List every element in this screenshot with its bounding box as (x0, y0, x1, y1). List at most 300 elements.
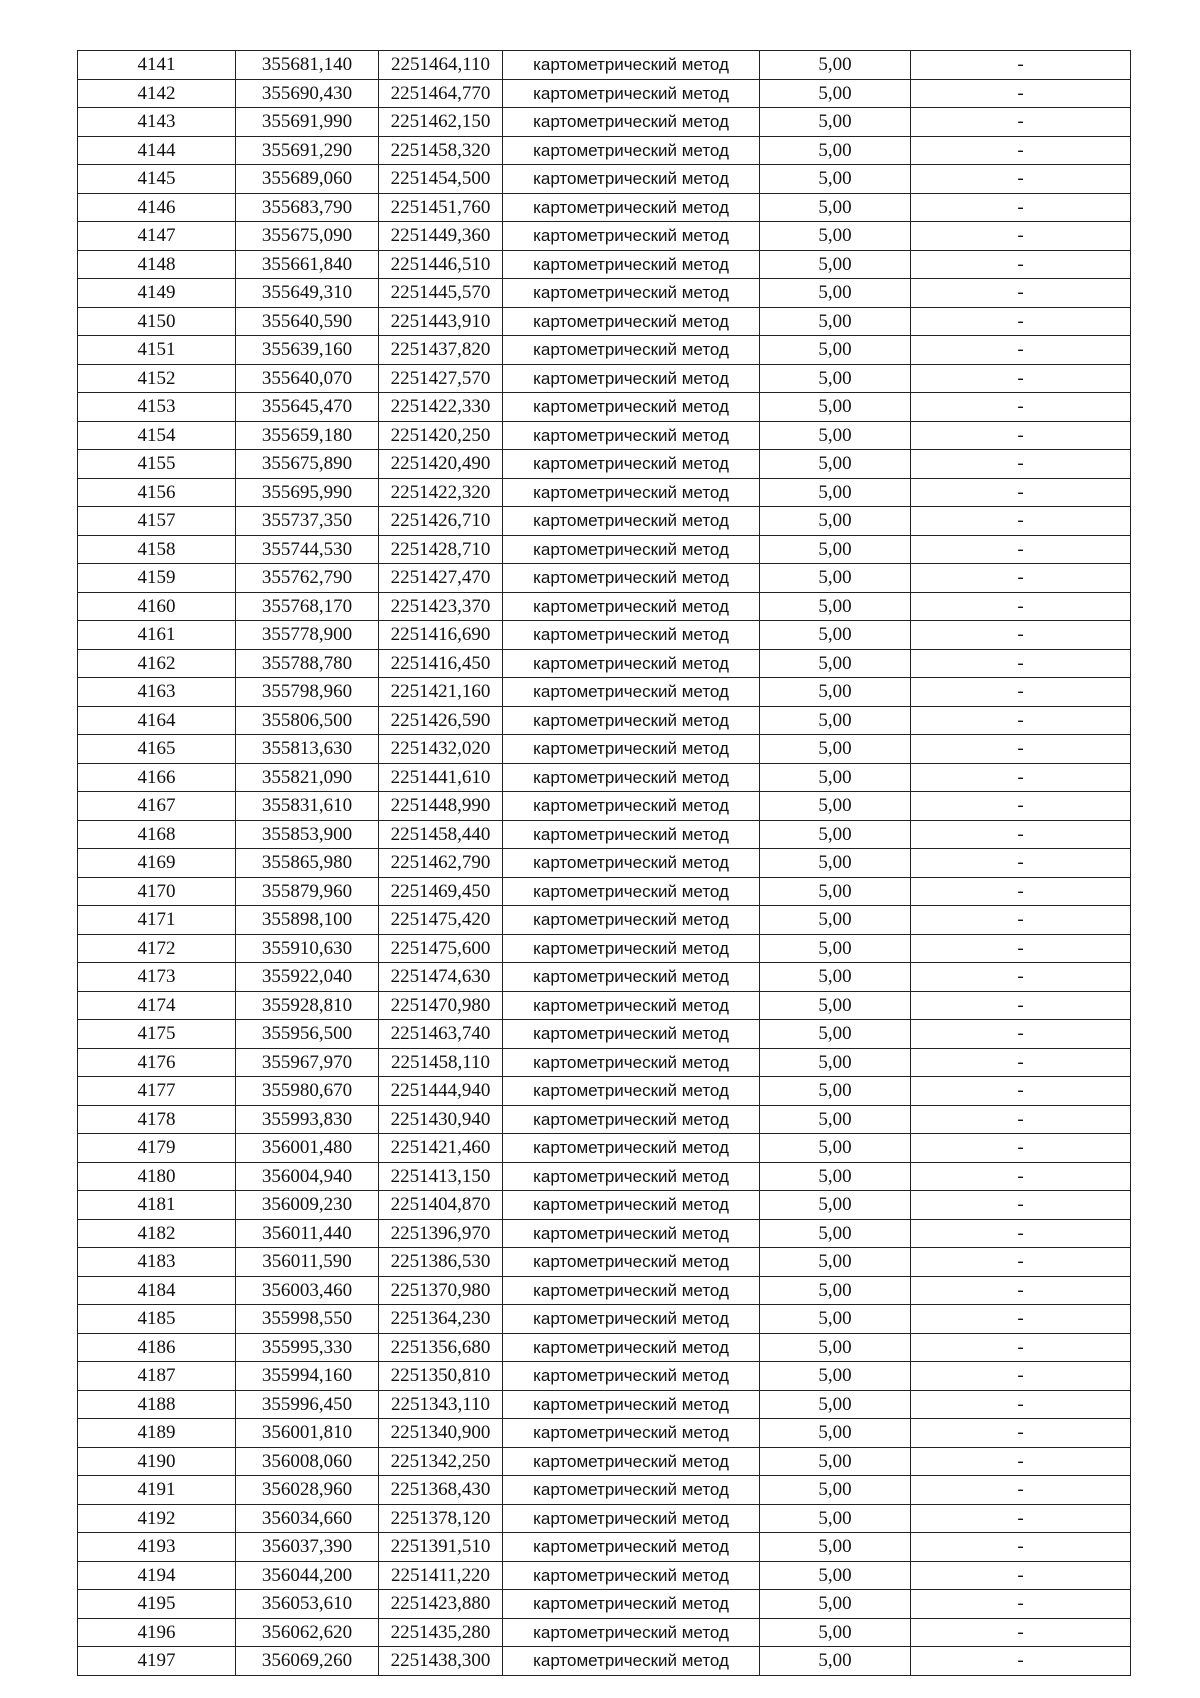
point-number-cell: 4185 (78, 1305, 236, 1334)
note-cell: - (911, 792, 1131, 821)
x-coordinate-cell: 356001,810 (236, 1419, 379, 1448)
x-coordinate-cell: 355798,960 (236, 678, 379, 707)
x-coordinate-cell: 356003,460 (236, 1276, 379, 1305)
note-cell: - (911, 735, 1131, 764)
note-cell: - (911, 478, 1131, 507)
y-coordinate-cell: 2251458,440 (379, 820, 503, 849)
accuracy-cell: 5,00 (760, 649, 911, 678)
note-cell: - (911, 450, 1131, 479)
method-cell: картометрический метод (503, 564, 760, 593)
y-coordinate-cell: 2251462,790 (379, 849, 503, 878)
y-coordinate-cell: 2251350,810 (379, 1362, 503, 1391)
accuracy-cell: 5,00 (760, 877, 911, 906)
y-coordinate-cell: 2251342,250 (379, 1447, 503, 1476)
table-row (78, 1219, 1131, 1248)
accuracy-cell: 5,00 (760, 678, 911, 707)
x-coordinate-cell: 355762,790 (236, 564, 379, 593)
x-coordinate-cell: 355768,170 (236, 592, 379, 621)
note-cell: - (911, 678, 1131, 707)
point-number-cell: 4156 (78, 478, 236, 507)
point-number-cell: 4189 (78, 1419, 236, 1448)
note-cell: - (911, 507, 1131, 536)
note-cell: - (911, 621, 1131, 650)
table-row (78, 820, 1131, 849)
y-coordinate-cell: 2251432,020 (379, 735, 503, 764)
method-cell: картометрический метод (503, 307, 760, 336)
y-coordinate-cell: 2251420,490 (379, 450, 503, 479)
accuracy-cell: 5,00 (760, 763, 911, 792)
point-number-cell: 4178 (78, 1105, 236, 1134)
method-cell: картометрический метод (503, 1533, 760, 1562)
table-row (78, 1077, 1131, 1106)
point-number-cell: 4160 (78, 592, 236, 621)
point-number-cell: 4180 (78, 1162, 236, 1191)
method-cell: картометрический метод (503, 735, 760, 764)
point-number-cell: 4159 (78, 564, 236, 593)
y-coordinate-cell: 2251448,990 (379, 792, 503, 821)
point-number-cell: 4146 (78, 193, 236, 222)
y-coordinate-cell: 2251438,300 (379, 1647, 503, 1676)
y-coordinate-cell: 2251475,420 (379, 906, 503, 935)
table-row (78, 1248, 1131, 1277)
y-coordinate-cell: 2251396,970 (379, 1219, 503, 1248)
method-cell: картометрический метод (503, 991, 760, 1020)
y-coordinate-cell: 2251428,710 (379, 535, 503, 564)
y-coordinate-cell: 2251443,910 (379, 307, 503, 336)
y-coordinate-cell: 2251445,570 (379, 279, 503, 308)
table-row (78, 1048, 1131, 1077)
method-cell: картометрический метод (503, 1134, 760, 1163)
table-row (78, 1561, 1131, 1590)
y-coordinate-cell: 2251444,940 (379, 1077, 503, 1106)
y-coordinate-cell: 2251464,770 (379, 79, 503, 108)
accuracy-cell: 5,00 (760, 393, 911, 422)
method-cell: картометрический метод (503, 1162, 760, 1191)
x-coordinate-cell: 355639,160 (236, 336, 379, 365)
accuracy-cell: 5,00 (760, 250, 911, 279)
point-number-cell: 4195 (78, 1590, 236, 1619)
note-cell: - (911, 279, 1131, 308)
y-coordinate-cell: 2251391,510 (379, 1533, 503, 1562)
y-coordinate-cell: 2251370,980 (379, 1276, 503, 1305)
y-coordinate-cell: 2251356,680 (379, 1333, 503, 1362)
point-number-cell: 4163 (78, 678, 236, 707)
table-row (78, 678, 1131, 707)
point-number-cell: 4170 (78, 877, 236, 906)
point-number-cell: 4192 (78, 1504, 236, 1533)
y-coordinate-cell: 2251378,120 (379, 1504, 503, 1533)
method-cell: картометрический метод (503, 792, 760, 821)
accuracy-cell: 5,00 (760, 1077, 911, 1106)
method-cell: картометрический метод (503, 165, 760, 194)
note-cell: - (911, 1561, 1131, 1590)
table-row (78, 535, 1131, 564)
method-cell: картометрический метод (503, 963, 760, 992)
accuracy-cell: 5,00 (760, 1105, 911, 1134)
accuracy-cell: 5,00 (760, 1162, 911, 1191)
method-cell: картометрический метод (503, 906, 760, 935)
x-coordinate-cell: 355683,790 (236, 193, 379, 222)
method-cell: картометрический метод (503, 1305, 760, 1334)
x-coordinate-cell: 355675,890 (236, 450, 379, 479)
x-coordinate-cell: 355689,060 (236, 165, 379, 194)
table-row (78, 1305, 1131, 1334)
table-row (78, 1647, 1131, 1676)
accuracy-cell: 5,00 (760, 1447, 911, 1476)
table-row (78, 79, 1131, 108)
note-cell: - (911, 706, 1131, 735)
table-row (78, 507, 1131, 536)
accuracy-cell: 5,00 (760, 1476, 911, 1505)
x-coordinate-cell: 355910,630 (236, 934, 379, 963)
note-cell: - (911, 1533, 1131, 1562)
x-coordinate-cell: 355690,430 (236, 79, 379, 108)
accuracy-cell: 5,00 (760, 1590, 911, 1619)
note-cell: - (911, 1276, 1131, 1305)
x-coordinate-cell: 355675,090 (236, 222, 379, 251)
accuracy-cell: 5,00 (760, 621, 911, 650)
method-cell: картометрический метод (503, 1618, 760, 1647)
point-number-cell: 4194 (78, 1561, 236, 1590)
note-cell: - (911, 1077, 1131, 1106)
note-cell: - (911, 1362, 1131, 1391)
table-row (78, 963, 1131, 992)
y-coordinate-cell: 2251421,460 (379, 1134, 503, 1163)
y-coordinate-cell: 2251454,500 (379, 165, 503, 194)
accuracy-cell: 5,00 (760, 792, 911, 821)
method-cell: картометрический метод (503, 393, 760, 422)
note-cell: - (911, 592, 1131, 621)
method-cell: картометрический метод (503, 1219, 760, 1248)
x-coordinate-cell: 355996,450 (236, 1390, 379, 1419)
note-cell: - (911, 1305, 1131, 1334)
method-cell: картометрический метод (503, 1191, 760, 1220)
y-coordinate-cell: 2251464,110 (379, 51, 503, 80)
point-number-cell: 4172 (78, 934, 236, 963)
coordinate-table-body (78, 51, 1131, 1676)
table-row (78, 364, 1131, 393)
y-coordinate-cell: 2251470,980 (379, 991, 503, 1020)
table-row (78, 1447, 1131, 1476)
accuracy-cell: 5,00 (760, 336, 911, 365)
x-coordinate-cell: 356053,610 (236, 1590, 379, 1619)
accuracy-cell: 5,00 (760, 1333, 911, 1362)
note-cell: - (911, 307, 1131, 336)
table-row (78, 1476, 1131, 1505)
note-cell: - (911, 934, 1131, 963)
y-coordinate-cell: 2251340,900 (379, 1419, 503, 1448)
point-number-cell: 4148 (78, 250, 236, 279)
x-coordinate-cell: 355831,610 (236, 792, 379, 821)
table-row (78, 592, 1131, 621)
y-coordinate-cell: 2251435,280 (379, 1618, 503, 1647)
y-coordinate-cell: 2251423,370 (379, 592, 503, 621)
x-coordinate-cell: 355737,350 (236, 507, 379, 536)
note-cell: - (911, 1647, 1131, 1676)
method-cell: картометрический метод (503, 621, 760, 650)
point-number-cell: 4165 (78, 735, 236, 764)
note-cell: - (911, 136, 1131, 165)
x-coordinate-cell: 355865,980 (236, 849, 379, 878)
accuracy-cell: 5,00 (760, 592, 911, 621)
table-row (78, 1590, 1131, 1619)
y-coordinate-cell: 2251413,150 (379, 1162, 503, 1191)
x-coordinate-cell: 355806,500 (236, 706, 379, 735)
point-number-cell: 4197 (78, 1647, 236, 1676)
table-row (78, 250, 1131, 279)
x-coordinate-cell: 355691,290 (236, 136, 379, 165)
y-coordinate-cell: 2251368,430 (379, 1476, 503, 1505)
point-number-cell: 4175 (78, 1020, 236, 1049)
table-row (78, 934, 1131, 963)
y-coordinate-cell: 2251427,470 (379, 564, 503, 593)
method-cell: картометрический метод (503, 421, 760, 450)
method-cell: картометрический метод (503, 193, 760, 222)
note-cell: - (911, 849, 1131, 878)
point-number-cell: 4143 (78, 108, 236, 137)
method-cell: картометрический метод (503, 1590, 760, 1619)
x-coordinate-cell: 355788,780 (236, 649, 379, 678)
point-number-cell: 4184 (78, 1276, 236, 1305)
y-coordinate-cell: 2251411,220 (379, 1561, 503, 1590)
table-row (78, 1276, 1131, 1305)
table-row (78, 393, 1131, 422)
x-coordinate-cell: 355681,140 (236, 51, 379, 80)
method-cell: картометрический метод (503, 877, 760, 906)
y-coordinate-cell: 2251426,590 (379, 706, 503, 735)
table-row (78, 706, 1131, 735)
point-number-cell: 4164 (78, 706, 236, 735)
x-coordinate-cell: 356037,390 (236, 1533, 379, 1562)
x-coordinate-cell: 355995,330 (236, 1333, 379, 1362)
note-cell: - (911, 1476, 1131, 1505)
point-number-cell: 4162 (78, 649, 236, 678)
y-coordinate-cell: 2251416,690 (379, 621, 503, 650)
method-cell: картометрический метод (503, 535, 760, 564)
point-number-cell: 4173 (78, 963, 236, 992)
note-cell: - (911, 1590, 1131, 1619)
x-coordinate-cell: 355691,990 (236, 108, 379, 137)
table-row (78, 1362, 1131, 1391)
table-row (78, 991, 1131, 1020)
accuracy-cell: 5,00 (760, 1647, 911, 1676)
point-number-cell: 4196 (78, 1618, 236, 1647)
point-number-cell: 4177 (78, 1077, 236, 1106)
x-coordinate-cell: 355993,830 (236, 1105, 379, 1134)
x-coordinate-cell: 356028,960 (236, 1476, 379, 1505)
point-number-cell: 4181 (78, 1191, 236, 1220)
y-coordinate-cell: 2251364,230 (379, 1305, 503, 1334)
x-coordinate-cell: 355956,500 (236, 1020, 379, 1049)
table-row (78, 649, 1131, 678)
point-number-cell: 4150 (78, 307, 236, 336)
accuracy-cell: 5,00 (760, 279, 911, 308)
y-coordinate-cell: 2251422,330 (379, 393, 503, 422)
method-cell: картометрический метод (503, 763, 760, 792)
method-cell: картометрический метод (503, 108, 760, 137)
accuracy-cell: 5,00 (760, 1020, 911, 1049)
y-coordinate-cell: 2251441,610 (379, 763, 503, 792)
accuracy-cell: 5,00 (760, 906, 911, 935)
table-row (78, 763, 1131, 792)
x-coordinate-cell: 356008,060 (236, 1447, 379, 1476)
accuracy-cell: 5,00 (760, 963, 911, 992)
x-coordinate-cell: 355853,900 (236, 820, 379, 849)
accuracy-cell: 5,00 (760, 1533, 911, 1562)
accuracy-cell: 5,00 (760, 1134, 911, 1163)
y-coordinate-cell: 2251420,250 (379, 421, 503, 450)
method-cell: картометрический метод (503, 706, 760, 735)
table-row (78, 792, 1131, 821)
note-cell: - (911, 222, 1131, 251)
table-row (78, 735, 1131, 764)
note-cell: - (911, 393, 1131, 422)
y-coordinate-cell: 2251386,530 (379, 1248, 503, 1277)
table-row (78, 621, 1131, 650)
note-cell: - (911, 991, 1131, 1020)
table-row (78, 1419, 1131, 1448)
y-coordinate-cell: 2251458,110 (379, 1048, 503, 1077)
method-cell: картометрический метод (503, 1020, 760, 1049)
accuracy-cell: 5,00 (760, 1276, 911, 1305)
accuracy-cell: 5,00 (760, 1191, 911, 1220)
y-coordinate-cell: 2251343,110 (379, 1390, 503, 1419)
note-cell: - (911, 364, 1131, 393)
method-cell: картометрический метод (503, 820, 760, 849)
method-cell: картометрический метод (503, 79, 760, 108)
accuracy-cell: 5,00 (760, 1305, 911, 1334)
note-cell: - (911, 51, 1131, 80)
note-cell: - (911, 1191, 1131, 1220)
method-cell: картометрический метод (503, 1476, 760, 1505)
y-coordinate-cell: 2251462,150 (379, 108, 503, 137)
table-row (78, 1105, 1131, 1134)
x-coordinate-cell: 356011,590 (236, 1248, 379, 1277)
accuracy-cell: 5,00 (760, 1362, 911, 1391)
note-cell: - (911, 108, 1131, 137)
accuracy-cell: 5,00 (760, 849, 911, 878)
x-coordinate-cell: 355661,840 (236, 250, 379, 279)
accuracy-cell: 5,00 (760, 1618, 911, 1647)
table-row (78, 1618, 1131, 1647)
x-coordinate-cell: 355980,670 (236, 1077, 379, 1106)
method-cell: картометрический метод (503, 1504, 760, 1533)
y-coordinate-cell: 2251449,360 (379, 222, 503, 251)
accuracy-cell: 5,00 (760, 1419, 911, 1448)
table-row (78, 165, 1131, 194)
accuracy-cell: 5,00 (760, 307, 911, 336)
x-coordinate-cell: 356004,940 (236, 1162, 379, 1191)
table-row (78, 307, 1131, 336)
table-row (78, 51, 1131, 80)
note-cell: - (911, 564, 1131, 593)
table-row (78, 108, 1131, 137)
note-cell: - (911, 1105, 1131, 1134)
point-number-cell: 4141 (78, 51, 236, 80)
method-cell: картометрический метод (503, 507, 760, 536)
note-cell: - (911, 1048, 1131, 1077)
point-number-cell: 4187 (78, 1362, 236, 1391)
note-cell: - (911, 1390, 1131, 1419)
accuracy-cell: 5,00 (760, 1561, 911, 1590)
note-cell: - (911, 763, 1131, 792)
accuracy-cell: 5,00 (760, 934, 911, 963)
method-cell: картометрический метод (503, 1105, 760, 1134)
method-cell: картометрический метод (503, 478, 760, 507)
x-coordinate-cell: 355898,100 (236, 906, 379, 935)
point-number-cell: 4152 (78, 364, 236, 393)
x-coordinate-cell: 355928,810 (236, 991, 379, 1020)
accuracy-cell: 5,00 (760, 108, 911, 137)
accuracy-cell: 5,00 (760, 478, 911, 507)
point-number-cell: 4193 (78, 1533, 236, 1562)
point-number-cell: 4168 (78, 820, 236, 849)
accuracy-cell: 5,00 (760, 421, 911, 450)
note-cell: - (911, 421, 1131, 450)
accuracy-cell: 5,00 (760, 1048, 911, 1077)
method-cell: картометрический метод (503, 222, 760, 251)
table-row (78, 877, 1131, 906)
method-cell: картометрический метод (503, 1048, 760, 1077)
y-coordinate-cell: 2251416,450 (379, 649, 503, 678)
method-cell: картометрический метод (503, 1647, 760, 1676)
y-coordinate-cell: 2251458,320 (379, 136, 503, 165)
accuracy-cell: 5,00 (760, 507, 911, 536)
table-row (78, 450, 1131, 479)
point-number-cell: 4169 (78, 849, 236, 878)
y-coordinate-cell: 2251421,160 (379, 678, 503, 707)
table-row (78, 136, 1131, 165)
note-cell: - (911, 1447, 1131, 1476)
y-coordinate-cell: 2251437,820 (379, 336, 503, 365)
point-number-cell: 4161 (78, 621, 236, 650)
x-coordinate-cell: 355967,970 (236, 1048, 379, 1077)
accuracy-cell: 5,00 (760, 79, 911, 108)
method-cell: картометрический метод (503, 1248, 760, 1277)
method-cell: картометрический метод (503, 849, 760, 878)
method-cell: картометрический метод (503, 1333, 760, 1362)
point-number-cell: 4166 (78, 763, 236, 792)
x-coordinate-cell: 356001,480 (236, 1134, 379, 1163)
note-cell: - (911, 1248, 1131, 1277)
y-coordinate-cell: 2251474,630 (379, 963, 503, 992)
method-cell: картометрический метод (503, 934, 760, 963)
x-coordinate-cell: 355695,990 (236, 478, 379, 507)
point-number-cell: 4191 (78, 1476, 236, 1505)
accuracy-cell: 5,00 (760, 51, 911, 80)
table-row (78, 1333, 1131, 1362)
accuracy-cell: 5,00 (760, 535, 911, 564)
x-coordinate-cell: 356062,620 (236, 1618, 379, 1647)
y-coordinate-cell: 2251426,710 (379, 507, 503, 536)
table-row (78, 1191, 1131, 1220)
coordinate-table (77, 50, 1131, 1676)
note-cell: - (911, 336, 1131, 365)
x-coordinate-cell: 355879,960 (236, 877, 379, 906)
method-cell: картометрический метод (503, 364, 760, 393)
accuracy-cell: 5,00 (760, 735, 911, 764)
point-number-cell: 4183 (78, 1248, 236, 1277)
accuracy-cell: 5,00 (760, 991, 911, 1020)
accuracy-cell: 5,00 (760, 165, 911, 194)
table-row (78, 564, 1131, 593)
x-coordinate-cell: 356044,200 (236, 1561, 379, 1590)
method-cell: картометрический метод (503, 51, 760, 80)
point-number-cell: 4153 (78, 393, 236, 422)
table-row (78, 1134, 1131, 1163)
accuracy-cell: 5,00 (760, 450, 911, 479)
accuracy-cell: 5,00 (760, 564, 911, 593)
